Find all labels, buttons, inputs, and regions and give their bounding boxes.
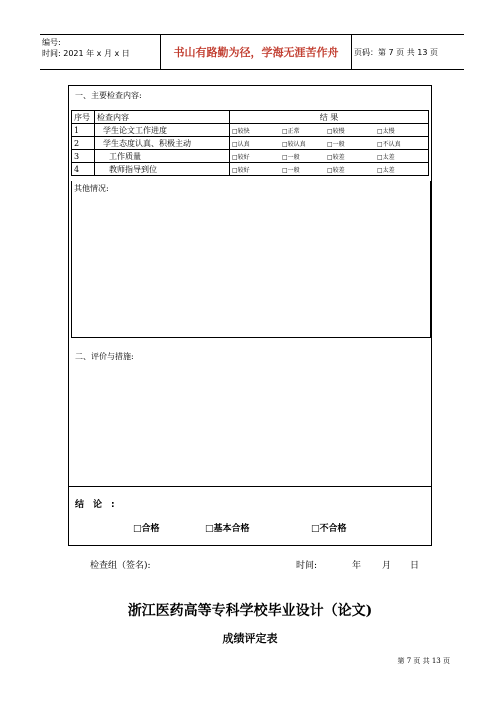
checkbox-option[interactable]: □较好 (232, 166, 250, 174)
row-item: 学生态度认真、积极主动 (95, 137, 230, 150)
checkbox-pass[interactable]: □合格 (133, 524, 160, 534)
row-item: 学生论文工作进度 (95, 124, 230, 137)
header-no: 序号 (72, 111, 95, 124)
header-result: 结 果 (230, 111, 429, 124)
checkbox-option[interactable]: □较差 (327, 153, 345, 161)
other-notes-box[interactable] (71, 181, 431, 338)
conclusion-label: 结论: (75, 500, 124, 510)
page-subtitle: 成绩评定表 (222, 632, 278, 645)
section-2-title: 二、评价与措施: (75, 352, 134, 361)
table-header-row (72, 111, 429, 124)
conclusion-box (68, 485, 432, 546)
table-row (72, 150, 429, 163)
row-item: 教师指导到位 (95, 163, 230, 176)
number-label: 编号: (42, 38, 61, 47)
checkbox-option[interactable]: □较认真 (282, 140, 306, 148)
section-1-title: 一、主要检查内容: (75, 91, 142, 100)
checkbox-option[interactable]: □较好 (232, 153, 250, 161)
checkbox-option[interactable]: □一般 (327, 140, 345, 148)
checkbox-option[interactable]: □较快 (232, 127, 250, 135)
checkbox-option[interactable]: □太差 (377, 153, 395, 161)
checkbox-option[interactable]: □较差 (327, 166, 345, 174)
row-no: 2 (72, 137, 95, 150)
signature-month: 月 (382, 561, 392, 571)
signature-time-label: 时间: (296, 561, 318, 571)
header-page-info: 页码：第 7 页 共 13 页 (354, 47, 438, 57)
header-item: 检查内容 (95, 111, 230, 124)
checkbox-option[interactable]: □较慢 (327, 127, 345, 135)
checkbox-option[interactable]: □太慢 (377, 127, 395, 135)
inspection-table (71, 110, 429, 176)
row-no: 3 (72, 150, 95, 163)
header-meta (40, 35, 160, 71)
checkbox-basic-pass[interactable]: □基本合格 (205, 524, 250, 534)
signature-year: 年 (352, 561, 362, 571)
checkbox-option[interactable]: □一般 (282, 166, 300, 174)
checkbox-option[interactable]: □不认真 (377, 140, 401, 148)
row-no: 1 (72, 124, 95, 137)
page-footer: 第 7 页 共 13 页 (397, 657, 450, 665)
row-item: 工作质量 (95, 150, 230, 163)
row-options (230, 124, 429, 137)
table-row (72, 163, 429, 176)
checkbox-option[interactable]: □太差 (377, 166, 395, 174)
time-label: 时间: 2021 年 x 月 x 日 (42, 49, 130, 58)
table-row (72, 124, 429, 137)
page-title: 浙江医药高等专科学校毕业设计（论文) (127, 603, 373, 619)
page-header (40, 34, 464, 70)
row-options (230, 150, 429, 163)
inspection-form (68, 85, 432, 487)
checkbox-option[interactable]: □认真 (232, 140, 250, 148)
checkbox-option[interactable]: □正常 (282, 127, 300, 135)
other-notes-label: 其他情况: (74, 184, 109, 193)
row-no: 4 (72, 163, 95, 176)
signature-group-label: 检查组（签名): (90, 561, 151, 571)
checkbox-fail[interactable]: □不合格 (311, 524, 347, 534)
row-options (230, 137, 429, 150)
table-row (72, 137, 429, 150)
checkbox-option[interactable]: □一般 (282, 153, 300, 161)
signature-day: 日 (410, 561, 420, 571)
header-slogan: 书山有路勤为径，学海无涯苦作舟 (160, 35, 352, 69)
row-options (230, 163, 429, 176)
